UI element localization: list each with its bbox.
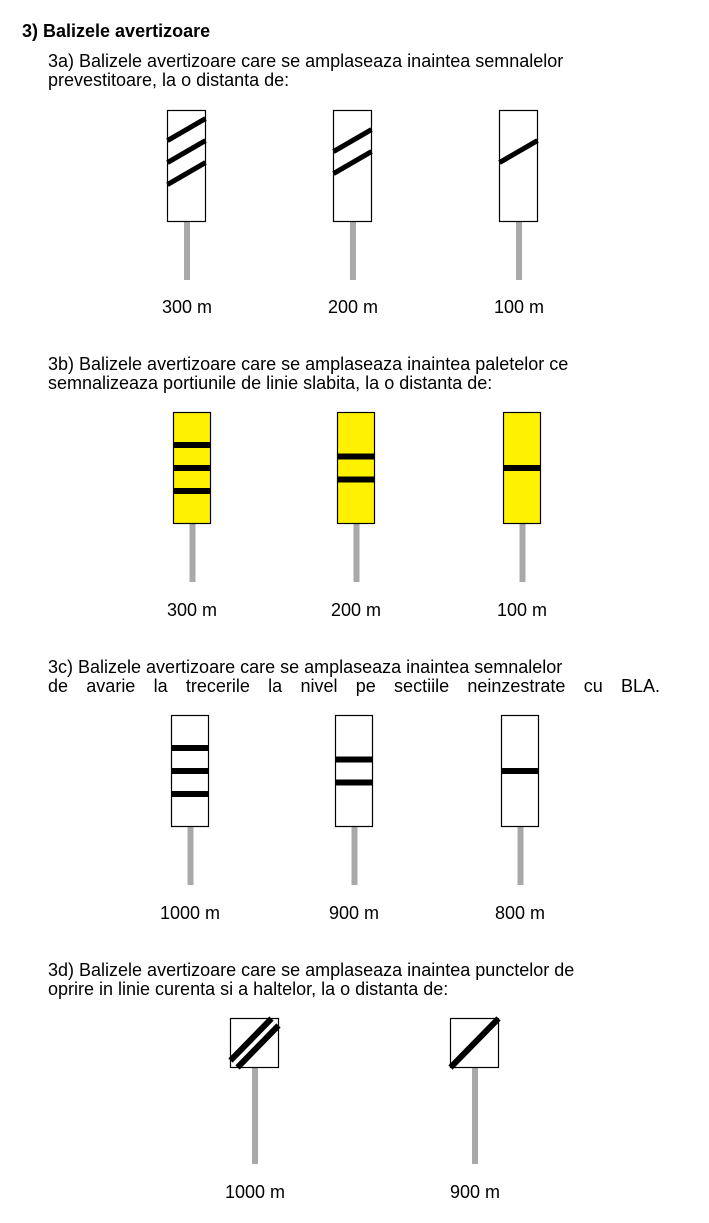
marker-3b-200m-graphic — [337, 412, 376, 582]
marker-3d-1000m-graphic — [230, 1018, 280, 1164]
section-3b-line-2: semnalizeaza portiunile de linie slabita, la o distanta de: — [48, 373, 493, 393]
distance-label-3c-800m: 800 m — [494, 903, 546, 923]
section-3c-text — [48, 658, 660, 696]
marker-pole — [350, 221, 356, 280]
marker-3c-1000m-graphic — [171, 715, 210, 885]
section-3d-line-2: oprire in linie curenta si a haltelor, la o distanta de: — [48, 979, 449, 999]
distance-label-3c-1000m: 1000 m — [159, 903, 221, 923]
marker-3d-1000m — [230, 1018, 280, 1164]
marker-pole — [188, 826, 194, 885]
marker-board — [338, 413, 375, 524]
marker-3a-100m-graphic — [499, 110, 539, 280]
section-3a-line-1: 3a) Balizele avertizoare care se amplaseaza inaintea semnalelor — [48, 51, 564, 71]
distance-label-3b-100m: 100 m — [496, 600, 548, 620]
distance-label-3d-900m: 900 m — [449, 1182, 501, 1202]
marker-3a-200m — [333, 110, 373, 280]
marker-3b-100m-graphic — [503, 412, 542, 582]
marker-3c-900m — [335, 715, 374, 885]
marker-pole — [190, 523, 196, 582]
marker-3a-300m-graphic — [167, 110, 207, 280]
marker-3b-300m-graphic — [173, 412, 212, 582]
section-3c-line-2: de avarie la trecerile la nivel pe sectiile neinzestrate cu BLA. — [48, 676, 660, 696]
marker-board — [336, 716, 373, 827]
marker-3a-300m — [167, 110, 207, 280]
marker-3b-200m — [337, 412, 376, 582]
section-3b-line-1: 3b) Balizele avertizoare care se amplaseaza inaintea paletelor ce — [48, 354, 569, 374]
section-3c-line-1: 3c) Balizele avertizoare care se amplaseaza inaintea semnalelor — [48, 657, 563, 677]
marker-pole — [184, 221, 190, 280]
marker-3d-900m-graphic — [450, 1018, 500, 1164]
distance-label-3c-900m: 900 m — [328, 903, 380, 923]
marker-pole — [472, 1068, 478, 1164]
marker-pole — [352, 826, 358, 885]
distance-label-3a-200m: 200 m — [327, 297, 379, 317]
marker-3a-200m-graphic — [333, 110, 373, 280]
section-3a-line-2: prevestitoare, la o distanta de: — [48, 70, 290, 90]
marker-3d-900m — [450, 1018, 500, 1164]
marker-board — [500, 111, 538, 222]
marker-3c-900m-graphic — [335, 715, 374, 885]
marker-pole — [520, 523, 526, 582]
page-heading: 3) Balizele avertizoare — [22, 21, 211, 41]
marker-3a-100m — [499, 110, 539, 280]
marker-pole — [354, 523, 360, 582]
section-3b-text — [48, 355, 678, 393]
distance-label-3d-1000m: 1000 m — [224, 1182, 286, 1202]
distance-label-3b-300m: 300 m — [166, 600, 218, 620]
section-3d-line-1: 3d) Balizele avertizoare care se amplaseaza inaintea punctelor de — [48, 960, 575, 980]
marker-3c-1000m — [171, 715, 210, 885]
marker-3b-300m — [173, 412, 212, 582]
marker-3c-800m-graphic — [501, 715, 540, 885]
distance-label-3b-200m: 200 m — [330, 600, 382, 620]
marker-3c-800m — [501, 715, 540, 885]
section-3d-text — [48, 961, 678, 999]
section-3a-text — [48, 52, 678, 90]
marker-pole — [516, 221, 522, 280]
distance-label-3a-300m: 300 m — [161, 297, 213, 317]
marker-pole — [518, 826, 524, 885]
marker-board — [334, 111, 372, 222]
marker-board — [231, 1019, 279, 1068]
marker-3b-100m — [503, 412, 542, 582]
distance-label-3a-100m: 100 m — [493, 297, 545, 317]
marker-pole — [252, 1068, 258, 1164]
